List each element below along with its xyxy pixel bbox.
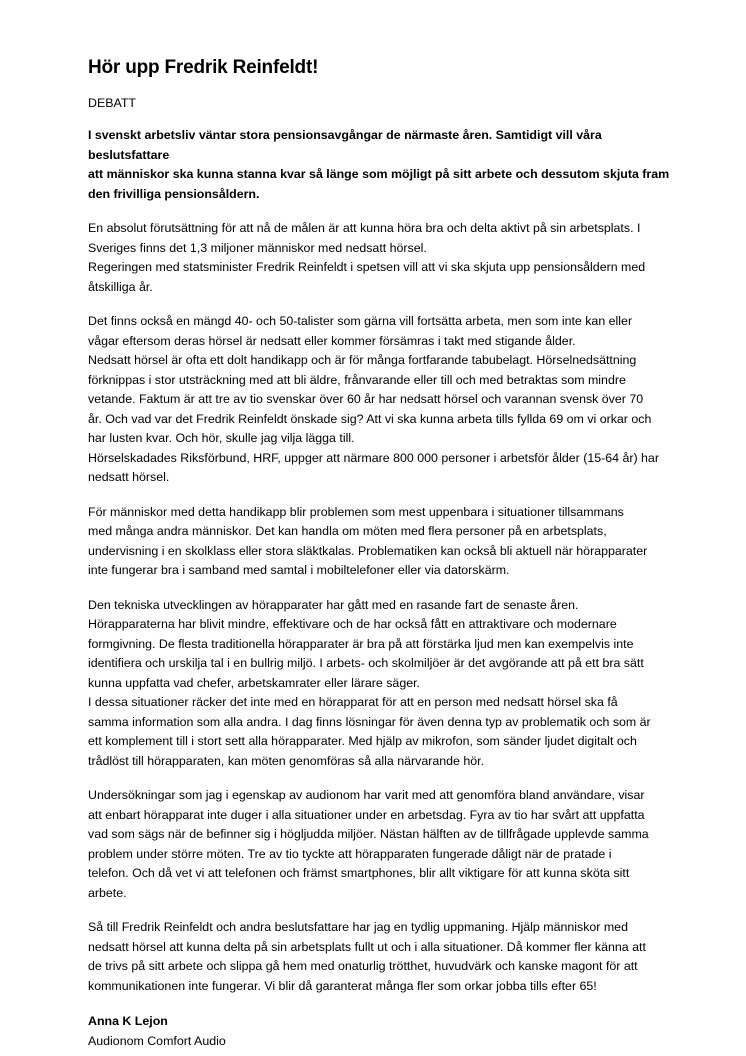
paragraph-line: undervisning i en skolklass eller stora släktkalas. Problematiken kan också bli aktuell när hörapparater	[88, 543, 648, 558]
lead-line: att människor ska kunna stanna kvar så länge som möjligt på sitt arbete och dessutom skjuta fram	[88, 167, 670, 181]
paragraph	[88, 312, 678, 488]
paragraph-line: vetande. Faktum är att tre av tio svenskar över 60 år har nedsatt hörsel och varannan svensk över 70	[88, 392, 644, 406]
paragraph-line: Så till Fredrik Reinfeldt och andra beslutsfattare har jag en tydlig uppmaning. Hjälp människor med	[88, 920, 628, 934]
paragraph-line: telefon. Och då vet vi att telefonen och främst smartphones, blir allt viktigare för att kunna sköta sitt	[88, 866, 630, 880]
paragraph-line: nedsatt hörsel.	[88, 470, 170, 484]
paragraph-line: vågar eftersom deras hörsel är nedsatt eller kommer försämras i takt med stigande ålder.	[88, 333, 576, 348]
author-title: Audionom Comfort Audio	[88, 1034, 226, 1048]
paragraph-line: För människor med detta handikapp blir problemen som mest uppenbara i situationer tillsammans	[88, 504, 624, 519]
article-lead	[88, 126, 678, 204]
paragraph-line: år. Och vad var det Fredrik Reinfeldt önskade sig? Att vi ska kunna arbeta tills fyllda 69 om vi orkar och	[88, 411, 652, 426]
paragraph-line: Den tekniska utvecklingen av hörapparater har gått med en rasande fart de senaste åren.	[88, 597, 579, 612]
article-category: DEBATT	[88, 96, 136, 110]
paragraph-line: Hörapparaterna har blivit mindre, effektivare och de har också fått en attraktivare och modernare	[88, 617, 617, 631]
paragraph-line: arbete.	[88, 885, 127, 900]
paragraph-line: Hörselskadades Riksförbund, HRF, uppger att närmare 800 000 personer i arbetsför ålder (15-64 år) har	[88, 450, 659, 465]
paragraph-line: Undersökningar som jag i egenskap av audionom har varit med att genomföra bland användare, visar	[88, 788, 645, 802]
paragraph-line: samma information som alla andra. I dag finns lösningar för även denna typ av problematik och som är	[88, 714, 651, 729]
paragraph-line: ett komplement till i stort sett alla hörapparater. Med hjälp av mikrofon, som sänder ljudet digitalt och	[88, 734, 637, 748]
document-page	[88, 55, 678, 1051]
article-title: Hör upp Fredrik Reinfeldt!	[88, 57, 319, 78]
paragraph-line: En absolut förutsättning för att nå de målen är att kunna höra bra och delta aktivt på sin arbetsplats. I	[88, 221, 641, 235]
paragraph	[88, 219, 678, 297]
paragraph-line: trådlöst till hörapparaten, kan möten genomföras så alla närvarande hör.	[88, 753, 485, 768]
paragraph-line: med många andra människor. Det kan handla om möten med flera personer på en arbetsplats,	[88, 524, 607, 538]
article-body	[88, 219, 678, 996]
paragraph-line: Nedsatt hörsel är ofta ett dolt handikapp och är för många fortfarande tabubelagt. Hörselnedsättning	[88, 353, 637, 367]
author-block	[88, 1011, 678, 1051]
paragraph-line: inte fungerar bra i samband med samtal i mobiltelefoner eller via datorskärm.	[88, 563, 510, 577]
paragraph-line: Regeringen med statsminister Fredrik Reinfeldt i spetsen vill att vi ska skjuta upp pensionsåldern med	[88, 260, 646, 274]
paragraph-line: de trivs på sitt arbete och slippa gå hem med onaturlig trötthet, huvudvärk och kanske magont för att	[88, 959, 638, 973]
paragraph	[88, 786, 678, 903]
lead-line: den frivilliga pensionsåldern.	[88, 186, 260, 201]
paragraph-line: I dessa situationer räcker det inte med en hörapparat för att en person med nedsatt hörsel ska få	[88, 695, 618, 709]
paragraph	[88, 596, 678, 772]
paragraph-line: har lusten kvar. Och hör, skulle jag vilja lägga till.	[88, 431, 355, 445]
paragraph-line: kommunikationen inte fungerar. Vi blir då garanterat många fler som orkar jobba tills efter 65!	[88, 978, 597, 993]
paragraph-line: förknippas i stor utsträckning med att bli äldre, frånvarande eller till och med betraktas som mindre	[88, 372, 626, 387]
paragraph-line: identifiera och urskilja tal i en bullrig miljö. I arbets- och skolmiljöer är det avgörande att på ett bra sätt	[88, 656, 644, 670]
paragraph-line: Det finns också en mängd 40- och 50-talister som gärna vill fortsätta arbeta, men som inte kan eller	[88, 314, 633, 328]
lead-line: I svenskt arbetsliv väntar stora pensionsavgångar de närmaste åren. Samtidigt vill våra beslutsfattare	[88, 128, 602, 162]
paragraph	[88, 503, 678, 581]
paragraph	[88, 918, 678, 996]
paragraph-line: formgivning. De flesta traditionella hörapparater är bra på att förstärka ljud men kan exempelvis inte	[88, 636, 634, 651]
paragraph-line: åtskilliga år.	[88, 279, 153, 294]
author-name: Anna K Lejon	[88, 1014, 168, 1028]
paragraph-line: Sveriges finns det 1,3 miljoner människor med nedsatt hörsel.	[88, 240, 427, 255]
paragraph-line: vad som sägs när de befinner sig i högljudda miljöer. Nästan hälften av de tillfrågade upplevde samma	[88, 827, 649, 841]
paragraph-line: nedsatt hörsel att kunna delta på sin arbetsplats fullt ut och i alla situationer. Då kommer fler känna att	[88, 939, 646, 954]
paragraph-line: att enbart hörapparat inte duger i alla situationer under en arbetsdag. Fyra av tio har svårt att uppfatta	[88, 807, 645, 822]
paragraph-line: kunna uppfatta vad chefer, arbetskamrater eller lärare säger.	[88, 675, 420, 690]
paragraph-line: problem under större möten. Tre av tio tyckte att hörapparaten fungerade dåligt när de pratade i	[88, 846, 612, 861]
